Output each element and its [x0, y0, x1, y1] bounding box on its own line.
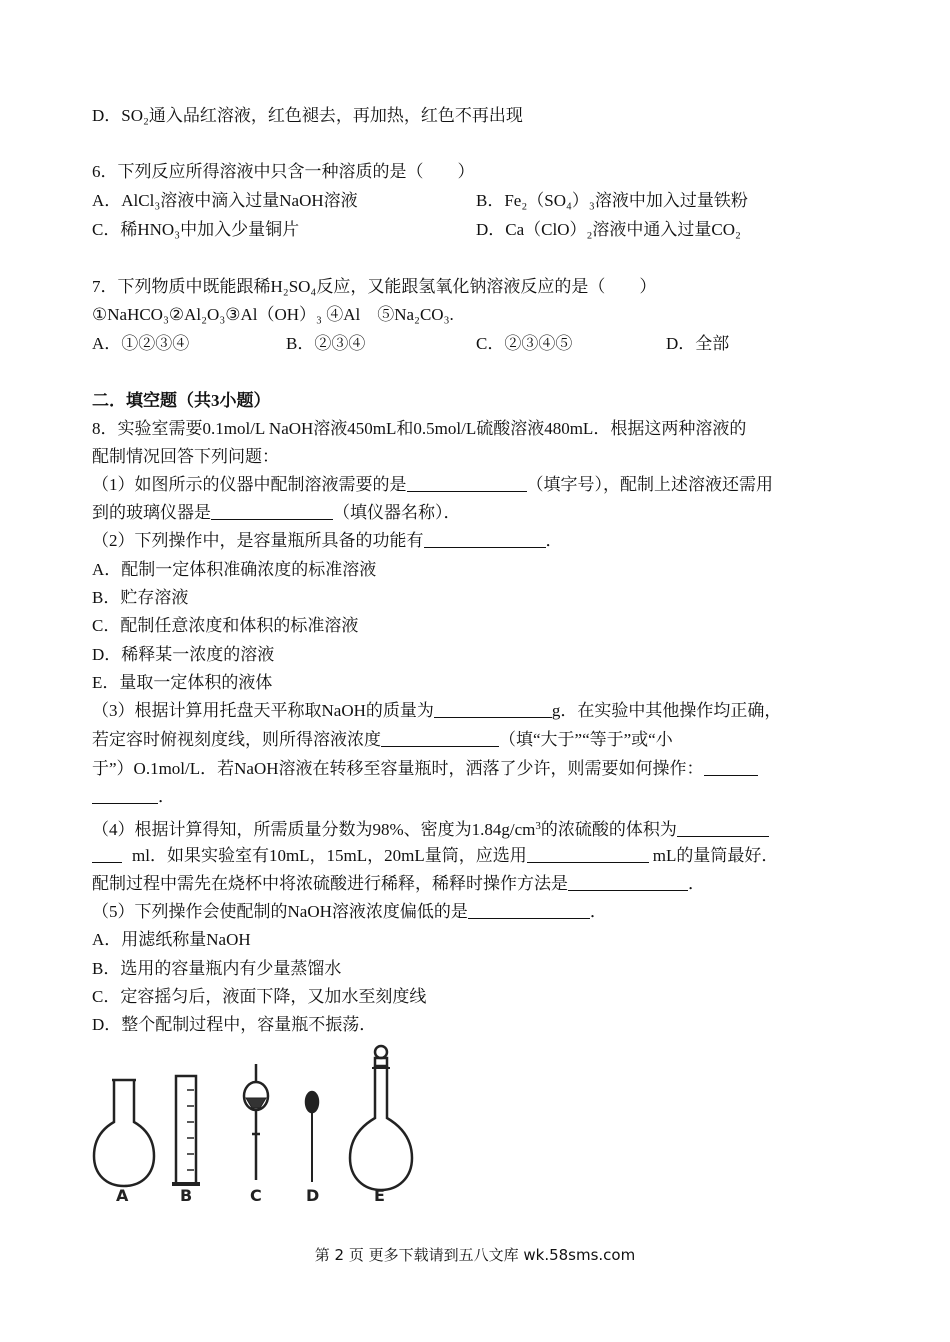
- q8-part4-text-d: mL的量筒最好．: [652, 846, 779, 865]
- q8-part1-text-c: 到的玻璃仪器是: [92, 503, 211, 522]
- q8-part2: [92, 530, 563, 552]
- q8-part1-line1: [92, 474, 773, 496]
- q8-part5-option-d: D．整个配制过程中，容量瓶不振荡．: [92, 1015, 377, 1034]
- q8-part2-text: （2）下列操作中，是容量瓶所具备的功能有: [92, 531, 424, 550]
- answer-blank[interactable]: [92, 846, 122, 863]
- q8-part5-option-a: A．用滤纸称量NaOH: [92, 930, 251, 949]
- q8-part2-option-d: D．稀释某一浓度的溶液: [92, 645, 275, 664]
- answer-blank[interactable]: [568, 874, 688, 891]
- figure-label-e: E: [374, 1186, 385, 1205]
- q8-part1-text-a: （1）如图所示的仪器中配制溶液需要的是: [92, 475, 407, 494]
- answer-blank[interactable]: [92, 787, 158, 804]
- q8-part3-text-c: 若定容时俯视刻度线，则所得溶液浓度: [92, 730, 381, 749]
- volumetric-flask-icon: [350, 1046, 412, 1190]
- round-bottom-flask-icon: [94, 1080, 154, 1186]
- q8-part4-line1: [92, 815, 769, 841]
- q7-items: ①NaHCO₃②Al₂O₃③Al（OH）₃ ④Al ⑤Na₂CO₃.: [92, 305, 454, 324]
- q8-part3-line2: [92, 729, 673, 751]
- q7-option-d: D．全部: [666, 334, 730, 353]
- answer-blank[interactable]: [424, 531, 546, 548]
- q8-part3-text-a: （3）根据计算用托盘天平称取NaOH的质量为: [92, 701, 434, 720]
- q8-part3-end: ．: [158, 787, 175, 806]
- figure-label-b: B: [180, 1186, 193, 1205]
- q8-part2-end: ．: [545, 531, 563, 550]
- q8-part1-line2: [92, 502, 461, 524]
- q7-option-b: B．②③④: [286, 334, 366, 353]
- answer-blank[interactable]: [434, 701, 552, 718]
- q8-part1-text-b: （填字号），配制上述溶液还需用: [526, 475, 773, 494]
- q8-part4-text-b: 的浓硫酸的体积为: [540, 820, 677, 839]
- q8-part4-text-c: ml．如果实验室有10mL，15mL，20mL量筒，应选用: [132, 846, 527, 865]
- bulb-pipette-icon: [244, 1064, 268, 1180]
- q8-stem-line1: 8．实验室需要0.1mol/L NaOH溶液450mL和0.5mol/L硫酸溶液480mL．根据这两种溶液的: [92, 419, 747, 438]
- q8-part4-end: ．: [688, 874, 705, 893]
- q8-part5-option-c: C．定容摇匀后，液面下降，又加水至刻度线: [92, 987, 427, 1006]
- q8-part2-option-a: A．配制一定体积准确浓度的标准溶液: [92, 560, 377, 579]
- answer-blank[interactable]: [211, 503, 333, 520]
- q8-part3-line1: [92, 700, 781, 722]
- q8-part3-line3: [92, 758, 758, 780]
- q8-part2-option-e: E．量取一定体积的液体: [92, 673, 273, 692]
- q8-part3-line4: [92, 786, 175, 808]
- q8-part4-text-a: （4）根据计算得知，所需质量分数为98%、密度为1.84g/cm: [92, 820, 536, 839]
- q8-part5-option-b: B．选用的容量瓶内有少量蒸馏水: [92, 959, 342, 978]
- answer-blank[interactable]: [677, 820, 769, 837]
- q8-part4-line2: [92, 845, 778, 867]
- q8-part5-end: ．: [589, 902, 607, 921]
- q5-option-d: D．SO₂通入品红溶液，红色褪去，再加热，红色不再出现: [92, 106, 523, 125]
- glassware-figure: [88, 1038, 418, 1218]
- q8-stem-line2: 配制情况回答下列问题：: [92, 447, 279, 466]
- q7-option-c: C．②③④⑤: [476, 334, 573, 353]
- q8-part2-option-b: B．贮存溶液: [92, 588, 189, 607]
- q8-part3-text-d: （填“大于”“等于”或“小: [499, 730, 673, 749]
- q8-part3-text-e: 于”）O.1mol/L．若NaOH溶液在转移至容量瓶时，洒落了少许，则需要如何操作：: [92, 759, 704, 778]
- figure-label-c: C: [250, 1186, 262, 1205]
- dropper-icon: [306, 1092, 318, 1182]
- q6-option-a: A．AlCl₃溶液中滴入过量NaOH溶液: [92, 191, 358, 210]
- answer-blank[interactable]: [381, 730, 499, 747]
- q6-option-b: B．Fe₂（SO₄）₃溶液中加入过量铁粉: [476, 191, 748, 210]
- q8-part4-line3: [92, 873, 705, 895]
- q8-part3-text-b: g．在实验中其他操作均正确，: [551, 701, 782, 720]
- figure-label-a: A: [116, 1186, 129, 1205]
- answer-blank[interactable]: [407, 475, 527, 492]
- q8-part1-text-d: （填仪器名称）．: [333, 503, 461, 522]
- section-title: 二．填空题（共3小题）: [92, 391, 271, 410]
- q8-part4-superscript: 3: [535, 820, 541, 832]
- q6-option-c: C．稀HNO₃中加入少量铜片: [92, 220, 300, 239]
- q8-part5: [92, 901, 607, 923]
- q6-stem: 6．下列反应所得溶液中只含一种溶质的是（ ）: [92, 162, 475, 181]
- q7-stem: 7．下列物质中既能跟稀H₂SO₄反应，又能跟氢氧化钠溶液反应的是（ ）: [92, 277, 657, 296]
- q6-option-d: D．Ca（ClO）₂溶液中通入过量CO₂: [476, 220, 741, 239]
- answer-blank[interactable]: [527, 846, 649, 863]
- q8-part5-text: （5）下列操作会使配制的NaOH溶液浓度偏低的是: [92, 902, 468, 921]
- page-footer: 第 2 页 更多下载请到五八文库 wk.58sms.com: [314, 1246, 636, 1264]
- graduated-cylinder-icon: [172, 1076, 200, 1184]
- answer-blank[interactable]: [704, 759, 758, 776]
- q8-part2-option-c: C．配制任意浓度和体积的标准溶液: [92, 616, 359, 635]
- figure-label-d: D: [306, 1186, 320, 1205]
- answer-blank[interactable]: [468, 902, 590, 919]
- q8-part4-text-e: 配制过程中需先在烧杯中将浓硫酸进行稀释，稀释时操作方法是: [92, 874, 568, 893]
- q7-option-a: A．①②③④: [92, 334, 190, 353]
